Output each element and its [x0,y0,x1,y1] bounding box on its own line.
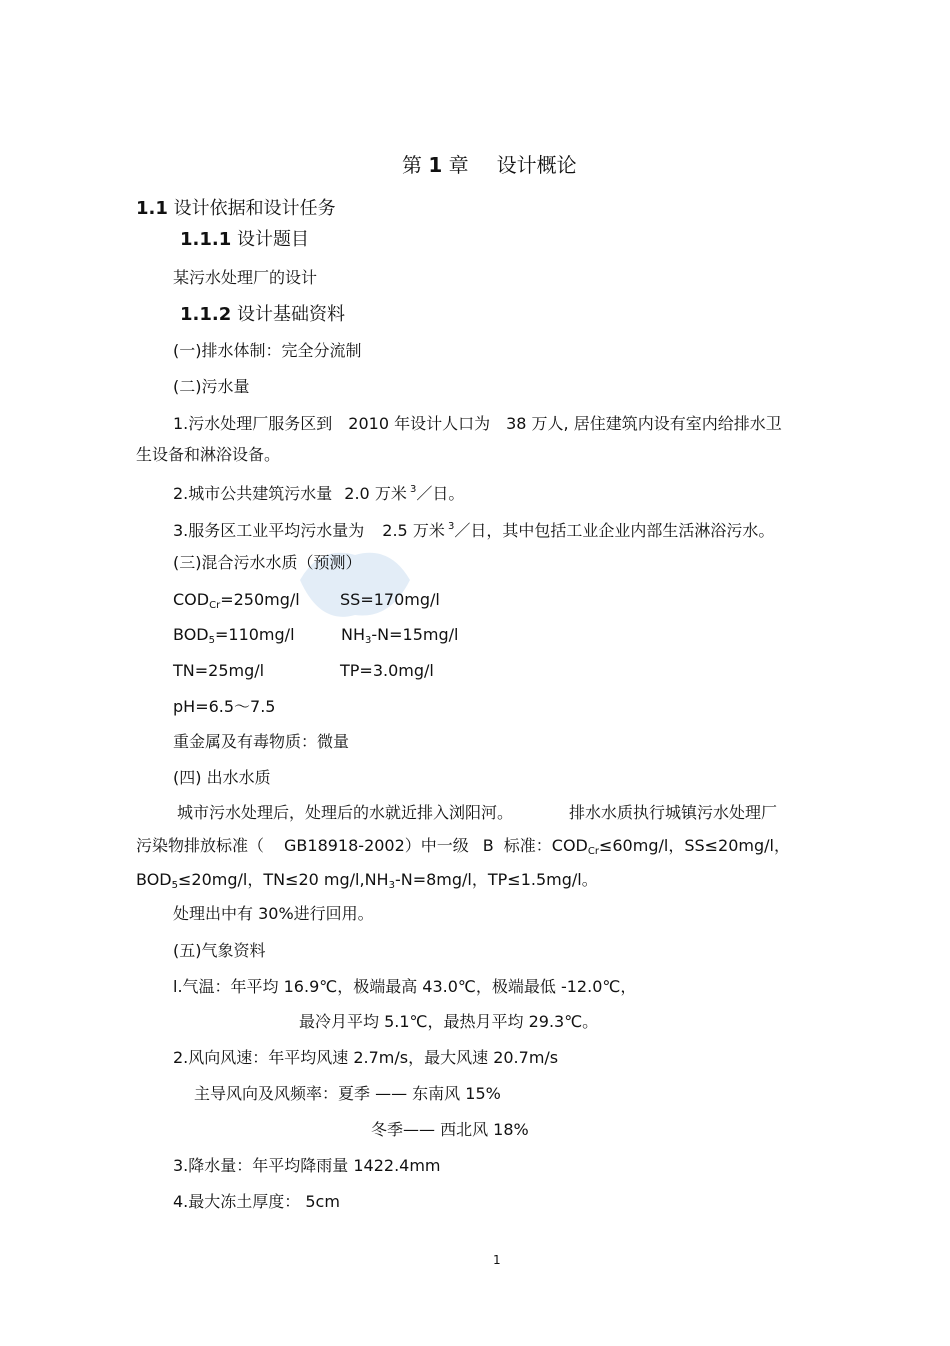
weather-wind-winter: 冬季—— 西北风 18% [371,1120,529,1139]
effluent-line-2: 污染物排放标准（ GB18918-2002）中一级 B 标准：$COD_{Cr}\le 60mg/l$，SS≤20mg/l， [136,836,790,857]
weather-wind-speed: 2.风向风速：年平均风速 2.7m/s，最大风速 20.7m/s [173,1048,559,1067]
weather-heading: (五)气象资料 [173,941,266,960]
weather-wind-summer: 主导风向及风频率：夏季 —— 东南风 15% [194,1084,501,1103]
effluent-reuse: 处理出中有 30%进行回用。 [173,904,374,923]
quality-ph: pH=6.5～7.5 [173,697,276,716]
chapter-heading: 第 1 章 设计概论 [402,153,577,177]
effluent-line-3: $BOD_5\le 20mg/l$，TN≤20 $mg/l,NH_3-N=8mg/l$，TP≤1.5mg/l。 [136,870,598,891]
quality-tp: TP=3.0mg/l [340,661,434,680]
quality-tn: TN=25mg/l [173,661,265,680]
sewage-heading: (二)污水量 [173,377,250,396]
quality-heading: (三)混合污水水质（预测） [173,553,362,572]
design-topic: 某污水处理厂的设计 [173,268,318,287]
weather-frost-depth: 4.最大冻土厚度： 5cm [173,1192,340,1211]
quality-heavy-metal: 重金属及有毒物质：微量 [173,732,350,751]
page-number: 1 [493,1253,501,1267]
sewage-paragraph-1: 1.污水处理厂服务区到 2010 年设计人口为 38 万人, 居住建筑内设有室内给排水卫 [173,414,782,433]
sewage-paragraph-3: 3.服务区工业平均污水量为 2.5 万米 $^3$／日，其中包括工业企业内部生活淋浴污水。 [173,521,775,540]
effluent-heading: (四) 出水水质 [173,768,271,787]
quality-ss: SS=170mg/l [340,590,440,609]
weather-temperature-month: 最冷月平均 5.1℃，最热月平均 29.3℃。 [299,1012,599,1031]
section-heading-1-1-2: 1.1.2 设计基础资料 [180,304,345,325]
quality-cod: $COD_{Cr}=250mg/l$ [173,590,300,611]
weather-temperature: l.气温：年平均 16.9℃，极端最高 43.0℃，极端最低 -12.0℃， [173,977,637,996]
sewage-paragraph-2: 2.城市公共建筑污水量 2.0 万米 $^3$／日。 [173,484,465,503]
quality-bod: $BOD_5=110mg/l$ [173,625,295,646]
effluent-line-1: 城市污水处理后，处理后的水就近排入浏阳河。 排水水质执行城镇污水处理厂 [177,803,778,822]
drainage-system: (一)排水体制：完全分流制 [173,341,362,360]
quality-nh3n: $NH_3-N=15mg/l$ [341,625,459,646]
weather-rainfall: 3.降水量：年平均降雨量 1422.4mm [173,1156,441,1175]
section-heading-1-1: 1.1 设计依据和设计任务 [136,198,336,219]
sewage-paragraph-1-cont: 生设备和淋浴设备。 [136,445,281,464]
section-heading-1-1-1: 1.1.1 设计题目 [180,229,309,250]
